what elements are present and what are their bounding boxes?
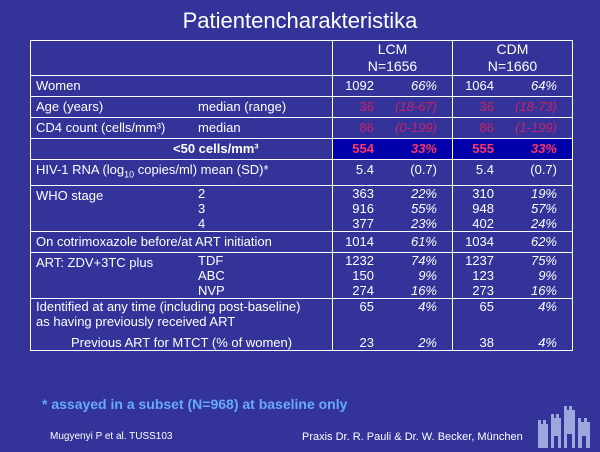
cdm-percent: 57% (530, 200, 557, 216)
lcm-percent: 61% (410, 233, 437, 249)
lcm-count: 377 (352, 215, 374, 231)
citation: Mugyenyi P et al. TUSS103 (50, 431, 173, 442)
row-label-subscript: 10 (124, 169, 135, 180)
lcm-percent: 9% (418, 267, 437, 283)
cdm-cell (453, 298, 573, 350)
lcm-mean: 5.4 (355, 162, 374, 177)
table-row-cd4 (31, 118, 573, 139)
row-sublabels (198, 186, 205, 231)
table-row-rna (31, 160, 573, 186)
lcm-count: 150 (352, 267, 374, 283)
sublabel: NVP (198, 282, 225, 298)
row-label-cell (31, 160, 333, 186)
table-row-art (31, 252, 573, 298)
cdm-count: 948 (472, 200, 494, 216)
cdm-counts (453, 253, 494, 298)
row-label-cell (31, 298, 333, 350)
lcm-count: 86 (359, 120, 374, 135)
row-label: WHO stage (36, 187, 104, 203)
slide-title: Patientencharakteristika (182, 8, 418, 33)
cdm-cell (453, 252, 573, 298)
cdm-count: 310 (472, 185, 494, 201)
header-lcm-name: LCM (377, 41, 408, 57)
lcm-percent: 33% (410, 141, 437, 156)
cdm-percent: 4% (538, 298, 557, 314)
row-label-line: as having previously received ART (36, 313, 236, 329)
lcm-count: 65 (359, 298, 374, 314)
cdm-counts (453, 186, 494, 231)
lcm-range: (0-199) (395, 120, 437, 135)
lcm-percents (374, 253, 437, 298)
cdm-percent: 24% (530, 215, 557, 231)
lcm-count: 36 (359, 99, 374, 114)
lcm-cell (333, 298, 453, 350)
cdm-count: 86 (479, 120, 494, 135)
lcm-cell (333, 231, 453, 252)
lcm-count: 554 (352, 141, 374, 156)
lcm-cell (333, 185, 453, 231)
cdm-sd: (0.7) (530, 162, 557, 177)
lcm-count: 23 (359, 334, 374, 350)
cdm-count: 123 (472, 267, 494, 283)
row-label-indent (36, 141, 259, 156)
lcm-percent: 66% (410, 78, 437, 93)
cdm-percent: 16% (530, 282, 557, 298)
row-label-part-a: HIV-1 RNA (log (36, 162, 125, 177)
lcm-count: 363 (352, 185, 374, 201)
cdm-mean: 5.4 (475, 162, 494, 177)
lcm-count: 1092 (345, 78, 374, 93)
table-row-cd4-low (31, 139, 573, 160)
cdm-percent: 33% (530, 141, 557, 156)
cdm-cell (453, 160, 573, 186)
header-lcm (333, 41, 453, 76)
sublabel: ABC (198, 267, 225, 283)
cdm-count: 1034 (465, 233, 494, 249)
lcm-count: 1232 (345, 252, 374, 268)
cdm-percent: 62% (530, 233, 557, 249)
cdm-count: 38 (479, 334, 494, 350)
lcm-counts (333, 253, 374, 298)
sublabel: 2 (198, 185, 206, 201)
row-label: On cotrimoxazole before/at ART initiation (31, 231, 333, 252)
table-row-age (31, 97, 573, 118)
lcm-percent: 4% (418, 298, 437, 314)
table-row-previous-art (31, 298, 573, 350)
table-row-cotrimoxazole (31, 231, 573, 252)
lcm-cell (333, 252, 453, 298)
sublabel: TDF (198, 252, 224, 268)
lcm-cell (333, 97, 453, 118)
table-row-women (31, 76, 573, 97)
row-label-cell (31, 252, 333, 298)
lcm-percents (374, 186, 437, 231)
header-cdm-name: CDM (496, 41, 529, 57)
cdm-cell (453, 231, 573, 252)
row-label-line: Previous ART for MTCT (% of women) (71, 334, 293, 350)
lcm-sd: (0.7) (410, 162, 437, 177)
row-label: Age (years) (36, 99, 104, 114)
lcm-cell (333, 160, 453, 186)
lcm-percent: 23% (410, 215, 437, 231)
row-label-cell (31, 97, 333, 118)
lcm-percent: 22% (410, 185, 437, 201)
castle-logo-icon (536, 404, 592, 448)
cdm-percents (494, 253, 557, 298)
lcm-counts (333, 299, 374, 350)
cdm-count: 36 (479, 99, 494, 114)
cdm-percent: 9% (538, 267, 557, 283)
lcm-percents (374, 299, 437, 350)
lcm-cell (333, 118, 453, 139)
row-label: CD4 count (cells/mm³) (36, 120, 166, 135)
header-cdm (453, 41, 573, 76)
cdm-count: 1064 (465, 78, 494, 93)
row-label-cell (31, 139, 333, 160)
lcm-count: 274 (352, 282, 374, 298)
lcm-percent: 55% (410, 200, 437, 216)
lcm-percent: 74% (410, 252, 437, 268)
header-lcm-n: N=1656 (367, 58, 418, 74)
header-cdm-n: N=1660 (487, 58, 538, 74)
row-label: <50 cells/mm³ (173, 141, 259, 156)
practice-footer: Praxis Dr. R. Pauli & Dr. W. Becker, München (302, 431, 523, 443)
row-label-part-b: copies/ml) mean (SD)* (134, 162, 269, 177)
row-sublabel: median (198, 120, 241, 135)
cdm-percent: 19% (530, 185, 557, 201)
lcm-percent: 2% (418, 334, 437, 350)
cdm-count: 555 (472, 141, 494, 156)
lcm-range: (18-67) (395, 99, 437, 114)
cdm-percent: 64% (530, 78, 557, 93)
cdm-percents (494, 299, 557, 350)
lcm-count: 1014 (345, 233, 374, 249)
cdm-percents (494, 186, 557, 231)
patient-characteristics-table (30, 40, 573, 351)
cdm-range: (1-199) (515, 120, 557, 135)
cdm-range: (18-73) (515, 99, 557, 114)
table-header-row (31, 41, 573, 76)
lcm-percent: 16% (410, 282, 437, 298)
sublabel: 4 (198, 215, 206, 231)
cdm-count: 402 (472, 215, 494, 231)
cdm-count: 273 (472, 282, 494, 298)
cdm-cell (453, 76, 573, 97)
cdm-cell (453, 97, 573, 118)
lcm-count: 916 (352, 200, 374, 216)
row-label-cell (31, 118, 333, 139)
table-row-who-stage (31, 185, 573, 231)
cdm-cell (453, 118, 573, 139)
cdm-percent: 75% (530, 252, 557, 268)
row-label-cell (31, 185, 333, 231)
row-label: Women (31, 76, 333, 97)
sublabel: 3 (198, 200, 206, 216)
row-label: ART: ZDV+3TC plus (36, 254, 154, 270)
row-label-line: Identified at any time (including post-baseline) (36, 298, 301, 314)
cdm-count: 65 (479, 298, 494, 314)
cdm-count: 1237 (465, 252, 494, 268)
lcm-cell (333, 76, 453, 97)
row-sublabels (198, 253, 225, 298)
row-sublabel: median (range) (198, 99, 287, 114)
cdm-counts (453, 299, 494, 350)
cdm-percent: 4% (538, 334, 557, 350)
cdm-cell (453, 139, 573, 160)
cdm-cell (453, 185, 573, 231)
footnote: * assayed in a subset (N=968) at baseline only (42, 396, 348, 412)
lcm-cell (333, 139, 453, 160)
header-empty-cell (31, 41, 333, 76)
lcm-counts (333, 186, 374, 231)
